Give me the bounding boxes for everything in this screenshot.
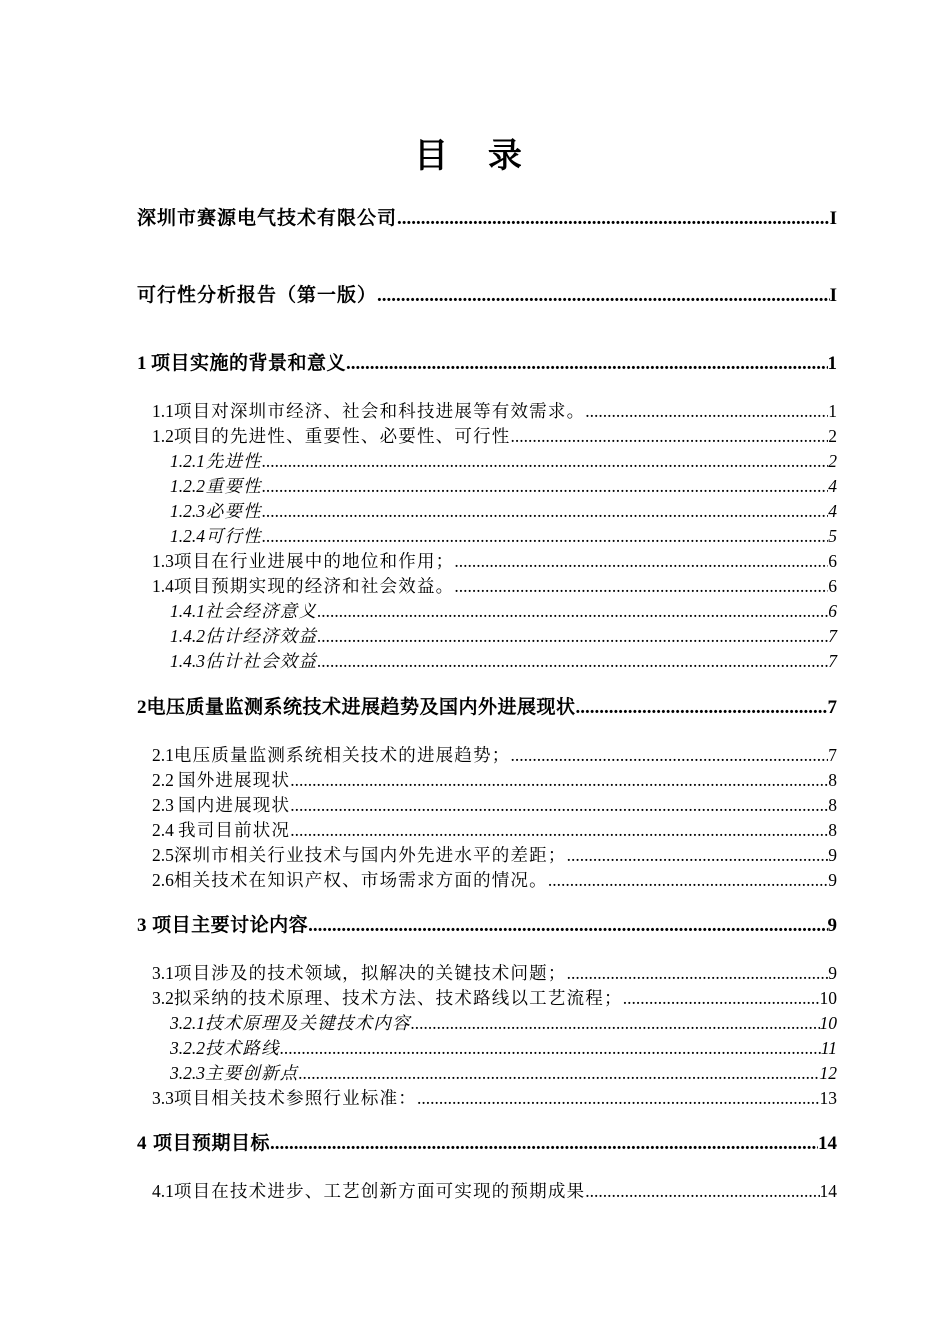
toc-entry-number: 3 [137,915,147,936]
toc-entry-page: 6 [828,601,837,621]
toc-entry-text: 电压质量监测系统技术进展趋势及国内外进展现状 [146,696,576,718]
toc-entry-page: 7 [827,697,837,718]
toc-entry-text: 估计社会效益 [205,651,318,671]
toc-entry-number: 2.4 [152,820,174,840]
toc-entry[interactable] [137,280,837,310]
toc-entry-number: 1.4.3 [170,651,205,671]
dot-leader [317,626,828,647]
toc-entry[interactable] [152,1085,837,1110]
toc-entry-page: 13 [819,1088,837,1108]
toc-entry-page: 4 [828,501,837,521]
dot-leader [585,1181,819,1202]
toc-entry-text: 项目预期目标 [152,1132,270,1154]
toc-entry-page: 8 [828,795,837,815]
toc-entry-page: 9 [827,915,837,936]
dot-leader [623,988,820,1009]
toc-entry-page: 8 [828,770,837,790]
dot-leader [262,451,828,472]
dot-leader [290,770,828,791]
toc-entry-text: 可行性分析报告（第一版） [137,284,378,306]
toc-entry-text: 社会经济意义 [205,601,318,621]
toc-entry-page: 6 [828,551,837,571]
toc-entry-number: 1.4 [152,576,174,596]
toc-entry-text: 项目在技术进步、工艺创新方面可实现的预期成果 [173,1181,586,1201]
dot-leader [290,820,828,841]
toc-entry-page: 5 [828,526,837,546]
dot-leader [308,915,827,937]
toc-entry-number: 1.4.1 [170,601,205,621]
toc-entry-page: 7 [828,745,837,765]
toc-entry-number: 1 [137,353,147,374]
toc-entry-page: 9 [828,845,837,865]
toc-entry[interactable] [152,423,837,448]
dot-leader [548,870,828,891]
toc-entry-number: 1.1 [152,401,174,421]
toc-entry-number: 2.5 [152,845,174,865]
toc-entry-number: 2.1 [152,745,174,765]
toc-entry-page: 9 [828,963,837,983]
toc-entry-text: 项目预期实现的经济和社会效益。 [173,576,455,596]
toc-entry-number: 1.2.3 [170,501,205,521]
toc-entry-number: 1.2.2 [170,476,205,496]
toc-entry[interactable] [152,548,837,573]
dot-leader [262,501,828,522]
toc-entry-page: 8 [828,820,837,840]
toc-entry-number: 3.2.2 [170,1038,205,1058]
toc-entry[interactable] [170,623,837,648]
toc-entry-page: 10 [819,1013,837,1033]
toc-entry-page: 6 [828,576,837,596]
toc-entry[interactable] [152,742,837,767]
toc-entry-text: 估计经济效益 [205,626,318,646]
dot-leader [317,651,828,672]
toc-entry-number: 4.1 [152,1181,174,1201]
toc-entry[interactable] [152,1178,837,1203]
toc-entry-number: 3.2 [152,988,174,1008]
toc-entry-text: 国内进展现状 [178,795,291,815]
toc-entry[interactable] [170,473,837,498]
dot-leader [454,576,828,597]
toc-entry-number: 1.3 [152,551,174,571]
toc-entry[interactable] [137,348,837,378]
toc-entry-page: I [829,208,837,229]
toc-entry-page: 9 [828,870,837,890]
toc-entry[interactable] [152,960,837,985]
dot-leader [417,1088,820,1109]
dot-leader [411,1013,820,1034]
toc-entry-text: 项目的先进性、重要性、必要性、可行性 [173,426,511,446]
toc-entry[interactable] [170,648,837,673]
toc-entry-text: 电压质量监测系统相关技术的进展趋势； [173,745,511,765]
toc-entry-page: 1 [828,401,837,421]
toc-entry-text: 拟采纳的技术原理、技术方法、技术路线以工艺流程； [173,988,623,1008]
toc-entry-number: 1.2.1 [170,451,205,471]
toc-entry-number: 2 [137,697,147,718]
toc-entry-text: 深圳市相关行业技术与国内外先进水平的差距； [173,845,567,865]
dot-leader [585,401,828,422]
toc-entry-text: 项目主要讨论内容 [152,914,309,936]
dot-leader [262,476,828,497]
toc-entry-page: 12 [819,1063,837,1083]
dot-leader [510,745,828,766]
toc-entry-page: 7 [828,651,837,671]
toc-title: 目 录 [414,136,536,176]
toc-entry-number: 1.2 [152,426,174,446]
toc-entry-number: 2.3 [152,795,174,815]
toc-entry-page: 2 [828,426,837,446]
dot-leader [280,1038,821,1059]
toc-entry-number: 2.2 [152,770,174,790]
toc-entry[interactable] [137,203,837,233]
toc-entry[interactable] [137,1128,837,1158]
toc-entry[interactable] [152,817,837,842]
toc-entry-text: 技术路线 [205,1038,280,1058]
dot-leader [317,601,828,622]
dot-leader [270,1133,818,1155]
toc-entry-page: 10 [819,988,837,1008]
toc-entry[interactable] [170,1010,837,1035]
dot-leader [397,208,830,230]
dot-leader [454,551,828,572]
toc-entry[interactable] [152,842,837,867]
toc-entry-page: 4 [828,476,837,496]
toc-entry[interactable] [152,573,837,598]
toc-entry[interactable] [152,985,837,1010]
toc-entry-text: 国外进展现状 [178,770,291,790]
toc-entry-number: 3.2.1 [170,1013,205,1033]
toc-entry[interactable] [170,448,837,473]
dot-leader [299,1063,820,1084]
toc-entry[interactable] [152,792,837,817]
toc-entry[interactable] [137,910,837,940]
toc-entry[interactable] [152,767,837,792]
toc-entry-number: 4 [137,1133,147,1154]
dot-leader [576,697,828,719]
toc-entry-text: 技术原理及关键技术内容 [205,1013,411,1033]
dot-leader [510,426,828,447]
dot-leader [567,963,829,984]
toc-entry-page: 2 [828,451,837,471]
toc-entry-text: 项目在行业进展中的地位和作用； [173,551,455,571]
dot-leader [262,526,828,547]
toc-entry-text: 先进性 [205,451,262,471]
dot-leader [377,285,830,307]
toc-entry-text: 相关技术在知识产权、市场需求方面的情况。 [173,870,548,890]
toc-entry-number: 1.4.2 [170,626,205,646]
toc-entry-page: 1 [827,353,837,374]
toc-entry-text: 深圳市赛源电气技术有限公司 [137,207,398,229]
toc-entry-page: 11 [820,1038,837,1058]
dot-leader [346,353,827,375]
toc-entry[interactable] [170,1035,837,1060]
toc-entry[interactable] [137,692,837,722]
toc-entry[interactable] [170,1060,837,1085]
toc-entry-number: 3.3 [152,1088,174,1108]
toc-entry-number: 3.1 [152,963,174,983]
toc-entry-text: 主要创新点 [205,1063,299,1083]
toc-entry-page: 7 [828,626,837,646]
toc-entry-text: 项目实施的背景和意义 [151,352,347,374]
toc-entry-text: 必要性 [205,501,262,521]
dot-leader [567,845,829,866]
toc-entry-number: 2.6 [152,870,174,890]
toc-entry[interactable] [152,398,837,423]
toc-entry-number: 1.2.4 [170,526,205,546]
toc-entry-text: 项目涉及的技术领域，拟解决的关键技术问题； [173,963,567,983]
toc-entry[interactable] [152,867,837,892]
toc-entry-text: 项目相关技术参照行业标准： [173,1088,417,1108]
toc-entry-text: 我司目前状况 [178,820,291,840]
toc-entry-page: 14 [818,1133,837,1154]
toc-entry-text: 可行性 [205,526,262,546]
toc-entry[interactable] [170,523,837,548]
toc-entry-number: 3.2.3 [170,1063,205,1083]
toc-entry[interactable] [170,498,837,523]
toc-entry[interactable] [170,598,837,623]
dot-leader [290,795,828,816]
toc-entry-text: 项目对深圳市经济、社会和科技进展等有效需求。 [173,401,586,421]
toc-entry-page: 14 [819,1181,837,1201]
toc-entry-text: 重要性 [205,476,262,496]
toc-entry-page: I [829,285,837,306]
